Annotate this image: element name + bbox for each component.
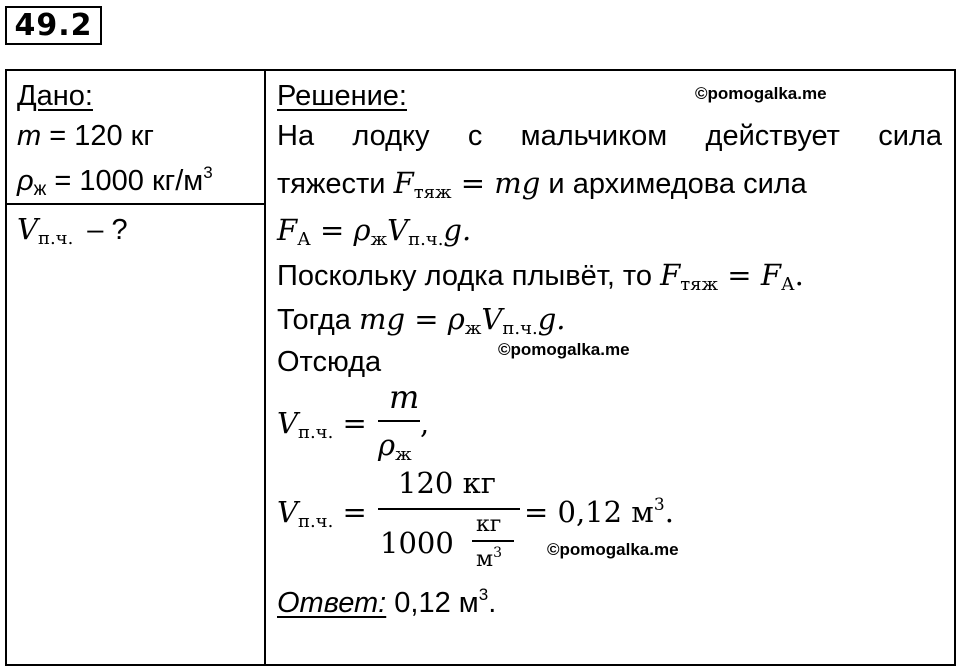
eq-rho: = ρ xyxy=(310,213,371,247)
solution-line-4 xyxy=(277,258,804,295)
column-divider xyxy=(264,69,266,666)
answer-line xyxy=(277,585,496,620)
solution-line-6: Отсюда xyxy=(277,346,382,378)
formula-2-lhs xyxy=(277,495,367,532)
formula-1-lhs xyxy=(277,406,367,443)
sub-tyazh: тяж xyxy=(680,274,719,295)
frac-1-comma: , xyxy=(420,406,430,440)
rho-sub: ж xyxy=(33,179,47,200)
watermark: ©pomogalka.me xyxy=(498,340,630,359)
symbol-V: V xyxy=(481,302,503,336)
find-text: – ? xyxy=(87,214,128,246)
text-floats: Поскольку лодка плывёт, то xyxy=(277,260,661,292)
unit-numerator: кг xyxy=(476,512,502,537)
symbol-V: V xyxy=(387,213,409,247)
answer-exp: 3 xyxy=(478,585,489,604)
rho-value: = 1000 кг/м xyxy=(46,165,204,197)
unit-exp: 3 xyxy=(493,545,503,561)
frac-2-numerator: 120 кг xyxy=(398,466,496,500)
sub-A: А xyxy=(297,229,311,250)
find-sub: п.ч. xyxy=(37,228,74,249)
sub-tyazh: тяж xyxy=(413,182,452,203)
answer-dot: . xyxy=(488,587,497,619)
given-find-divider xyxy=(5,203,266,205)
sub-zh: ж xyxy=(464,318,482,339)
equals-sign: = xyxy=(333,495,367,529)
eq-mg: = mg xyxy=(451,166,541,200)
symbol-rho: ρ xyxy=(447,302,465,336)
equals-sign: = xyxy=(405,302,448,336)
find-quantity xyxy=(17,212,128,249)
solution-table xyxy=(5,69,956,666)
find-symbol: V xyxy=(17,212,38,246)
rho-symbol: ρ xyxy=(17,165,34,197)
symbol-g: g. xyxy=(443,213,472,247)
result-value: = 0,12 м xyxy=(524,495,654,529)
frac-2-denominator: 1000 xyxy=(380,526,454,560)
unit-denominator xyxy=(476,545,502,572)
symbol-V: V xyxy=(277,406,298,440)
answer-value: 0,12 м xyxy=(386,587,479,619)
result-exp: 3 xyxy=(653,495,665,515)
solution-heading: Решение: xyxy=(277,80,407,112)
symbol-V: V xyxy=(277,495,298,529)
frac-2-bar xyxy=(378,508,520,510)
dot: . xyxy=(794,258,804,292)
text-togda: Тогда xyxy=(277,304,359,336)
answer-label: Ответ: xyxy=(277,587,387,619)
sub-zh: ж xyxy=(370,229,388,250)
equals-sign: = xyxy=(333,406,367,440)
watermark: ©pomogalka.me xyxy=(695,84,827,103)
sub-pch: п.ч. xyxy=(297,422,334,443)
symbol-F: F xyxy=(660,258,681,292)
unit-m: м xyxy=(476,547,494,572)
given-density xyxy=(17,163,213,201)
equals-sign: = xyxy=(718,258,761,292)
unit-bar xyxy=(472,540,514,542)
given-heading: Дано: xyxy=(17,80,93,112)
text-tyazhesti: тяжести xyxy=(277,168,394,200)
symbol-F: F xyxy=(393,166,414,200)
rho-exp: 3 xyxy=(203,163,213,182)
sub-pch: п.ч. xyxy=(297,511,334,532)
result-dot: . xyxy=(664,495,674,529)
sub-pch: п.ч. xyxy=(502,318,538,339)
symbol-g: g. xyxy=(537,302,566,336)
sub-zh: ж xyxy=(395,444,412,465)
symbol-rho: ρ xyxy=(378,428,396,462)
sub-A: А xyxy=(780,274,795,295)
symbol-F: F xyxy=(760,258,781,292)
solution-line-1: На лодку с мальчиком действует сила xyxy=(277,120,942,152)
formula-2-result xyxy=(524,495,674,529)
mass-symbol: m xyxy=(17,120,42,152)
symbol-mg: mg xyxy=(358,302,406,336)
sub-pch: п.ч. xyxy=(408,229,444,250)
frac-1-numerator: m xyxy=(389,378,420,416)
problem-number: 49.2 xyxy=(5,6,102,45)
text-archimedes: и архимедова сила xyxy=(540,168,807,200)
solution-line-3 xyxy=(277,213,471,250)
watermark: ©pomogalka.me xyxy=(547,540,679,559)
solution-line-2 xyxy=(277,166,807,203)
solution-line-5 xyxy=(277,302,566,339)
symbol-F: F xyxy=(277,213,298,247)
mass-value: = 120 кг xyxy=(41,120,154,152)
given-mass xyxy=(17,120,154,153)
frac-1-bar xyxy=(378,420,420,422)
frac-1-denominator xyxy=(378,428,412,465)
